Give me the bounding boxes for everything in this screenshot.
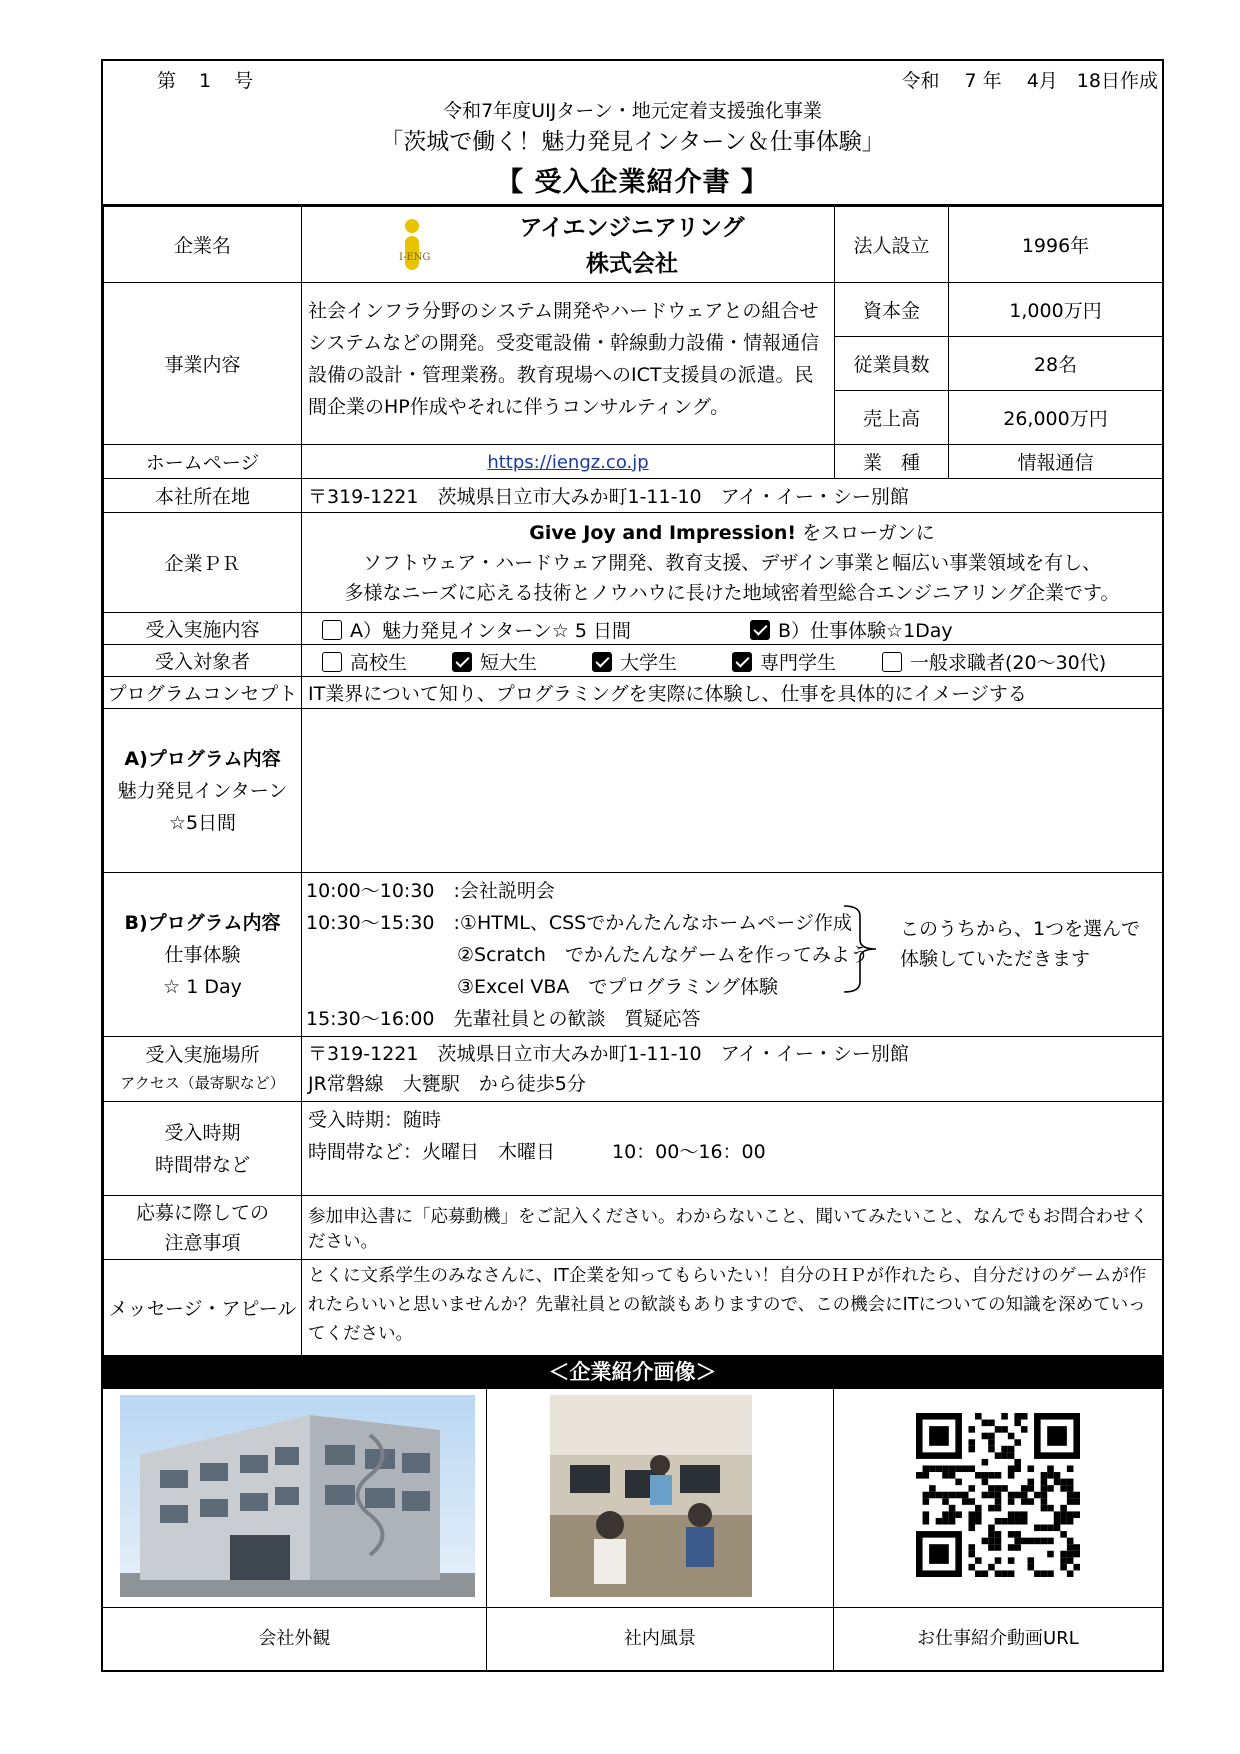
notes-label: 応募に際しての 注意事項: [104, 1196, 302, 1260]
hq-address: 〒319-1221 茨城県日立市大みか町1-11-10 アイ・イー・シー別館: [302, 479, 1163, 513]
target-checkbox[interactable]: [322, 648, 407, 675]
notes-text: 参加申込書に「応募動機」をご記入ください。わからないこと、聞いてみたいこと、なんでもお問合わせください。: [302, 1196, 1163, 1260]
concept-label: プログラムコンセプト: [104, 677, 302, 709]
timing-content: [302, 1102, 1163, 1196]
caption-video-url: お仕事紹介動画URL: [917, 1628, 1079, 1649]
timing-label: 受入時期 時間帯など: [104, 1102, 302, 1196]
program-subtitle: 令和7年度UIJターン・地元定着支援強化事業: [443, 100, 822, 122]
images-section-title: ＜企業紹介画像＞: [103, 1356, 1162, 1389]
business-row-1: [104, 283, 1163, 337]
checkbox-icon: [750, 620, 770, 640]
founded-value: 1996年: [949, 207, 1163, 283]
svg-text:I-ENG: I-ENG: [399, 251, 431, 263]
schedule-line-1: 10:00～10:30 :会社説明会: [306, 879, 555, 902]
selection-note: このうちから、1つを選んで 体験していただきます: [900, 917, 1141, 970]
schedule-line-5: 15:30～16:00 先輩社員との歓談 質疑応答: [306, 1007, 701, 1030]
target-label: 高校生: [350, 651, 408, 674]
venue-address: 〒319-1221 茨城県日立市大みか町1-11-10 アイ・イー・シー別館: [308, 1043, 909, 1065]
homepage-link[interactable]: https://iengz.co.jp: [487, 451, 649, 473]
business-label: 事業内容: [104, 283, 302, 445]
checkbox-icon: [452, 652, 472, 672]
program-a-content: [302, 709, 1163, 873]
creation-date: 令和 7 年 4月 18日作成: [901, 70, 1158, 92]
office-photo-cell: [487, 1389, 834, 1607]
company-name: アイエンジニアリング 株式会社: [519, 214, 745, 277]
employees-label: 従業員数: [835, 337, 949, 391]
program-title: 「茨城で働く！魅力発見インターン＆仕事体験」: [380, 129, 885, 155]
target-checkbox[interactable]: [592, 648, 677, 675]
images-row: [103, 1389, 1162, 1608]
intro-sheet: [101, 59, 1164, 1672]
program-b-row: [104, 873, 1163, 1037]
qr-code-icon[interactable]: [916, 1413, 1080, 1577]
concept-row: [104, 677, 1163, 709]
timing-line-1: 受入時期：随時: [308, 1109, 442, 1131]
acceptance-options: [302, 613, 1163, 645]
employees-value: 28名: [949, 337, 1163, 391]
venue-content: [302, 1037, 1163, 1102]
option-a-checkbox[interactable]: A）魅力発見インターン☆ 5 日間: [322, 616, 631, 643]
checkbox-icon: [732, 652, 752, 672]
target-label: 大学生: [620, 651, 678, 674]
targets-row: [104, 645, 1163, 677]
building-photo: [120, 1395, 475, 1597]
schedule-line-3: ②Scratch でかんたんなゲームを作ってみよう: [457, 943, 869, 966]
checkbox-icon: [882, 652, 902, 672]
checkbox-icon: [322, 620, 342, 640]
program-a-row: [104, 709, 1163, 873]
venue-row: [104, 1037, 1163, 1102]
pr-row: [104, 513, 1163, 613]
company-logo-icon: [397, 216, 447, 276]
acceptance-row: [104, 613, 1163, 645]
acceptance-label: 受入実施内容: [104, 613, 302, 645]
homepage-row: [104, 445, 1163, 479]
option-b-checkbox[interactable]: B）仕事体験☆1Day: [750, 616, 953, 643]
timing-line-2: 時間帯など：火曜日 木曜日 10：00～16：00: [308, 1141, 766, 1163]
target-checkbox[interactable]: [452, 648, 537, 675]
program-a-label: A)プログラム内容 魅力発見インターン ☆5日間: [104, 709, 302, 873]
caption-office: 社内風景: [487, 1608, 834, 1670]
image-captions: [103, 1608, 1162, 1670]
business-description: 社会インフラ分野のシステム開発やハードウェアとの組合せシステムなどの開発。受変電設備・幹線動力設備・情報通信設備の設計・管理業務。教育現場へのICT支援員の派遣。民間企業のHP作成やそれに伴うコンサルティング。: [302, 283, 835, 445]
hq-label: 本社所在地: [104, 479, 302, 513]
concept-text: IT業界について知り、プログラミングを実際に体験し、仕事を具体的にイメージする: [302, 677, 1163, 709]
schedule-line-2: 10:30～15:30 :①HTML、CSSでかんたんなホームページ作成: [306, 911, 852, 934]
checkbox-icon: [592, 652, 612, 672]
company-label: 企業名: [104, 207, 302, 283]
caption-building: 会社外観: [103, 1608, 487, 1670]
building-photo-cell: [103, 1389, 487, 1607]
notes-row: [104, 1196, 1163, 1260]
company-name-cell: [302, 207, 835, 283]
timing-row: [104, 1102, 1163, 1196]
company-info-table: [103, 206, 1163, 1356]
sales-value: 26,000万円: [949, 391, 1163, 445]
capital-label: 資本金: [835, 283, 949, 337]
target-checkbox[interactable]: [732, 648, 836, 675]
pr-text: Give Joy and Impression! をスローガンに ソフトウェア・ハードウェア開発、教育支援、デザイン事業と幅広い事業領域を有し、 多様なニーズに応える技術とノウハウに長けた地域密着型総合エンジニアリング企業です。: [302, 513, 1163, 613]
target-checkbox[interactable]: [882, 648, 1106, 675]
message-label: メッセージ・アピール: [104, 1260, 302, 1356]
pr-slogan: Give Joy and Impression!: [529, 521, 797, 544]
issue-number: 第 1 号: [157, 70, 256, 92]
target-label: 一般求職者(20～30代): [910, 651, 1107, 674]
target-label: 専門学生: [760, 651, 837, 674]
document-title: 【 受入企業紹介書 】: [496, 167, 769, 198]
industry-value: 情報通信: [949, 445, 1163, 479]
program-b-content: [302, 873, 1163, 1037]
hq-row: [104, 479, 1163, 513]
venue-label: 受入実施場所 アクセス（最寄駅など）: [104, 1037, 302, 1102]
homepage-label: ホームページ: [104, 445, 302, 479]
targets-options: [302, 645, 1163, 677]
industry-label: 業 種: [835, 445, 949, 479]
checkbox-icon: [322, 652, 342, 672]
pr-label: 企業ＰＲ: [104, 513, 302, 613]
capital-value: 1,000万円: [949, 283, 1163, 337]
founded-label: 法人設立: [835, 207, 949, 283]
venue-access: JR常磐線 大甕駅 から徒歩5分: [308, 1073, 586, 1095]
office-photo: [550, 1395, 752, 1597]
message-text: とくに文系学生のみなさんに、IT企業を知ってもらいたい！自分のＨＰが作れたら、自分だけのゲームが作れたらいいと思いませんか？先輩社員との歓談もありますので、この機会にITについての知識を深めていってください。: [302, 1260, 1163, 1356]
sales-label: 売上高: [835, 391, 949, 445]
target-label: 短大生: [480, 651, 538, 674]
homepage-cell: [302, 445, 835, 479]
qr-code-cell[interactable]: [834, 1389, 1162, 1607]
company-row: [104, 207, 1163, 283]
brace-icon: [842, 904, 882, 994]
program-b-label: B)プログラム内容 仕事体験 ☆ 1 Day: [104, 873, 302, 1037]
sheet-header: [103, 61, 1162, 206]
message-row: [104, 1260, 1163, 1356]
schedule-line-4: ③Excel VBA でプログラミング体験: [457, 975, 779, 998]
targets-label: 受入対象者: [104, 645, 302, 677]
